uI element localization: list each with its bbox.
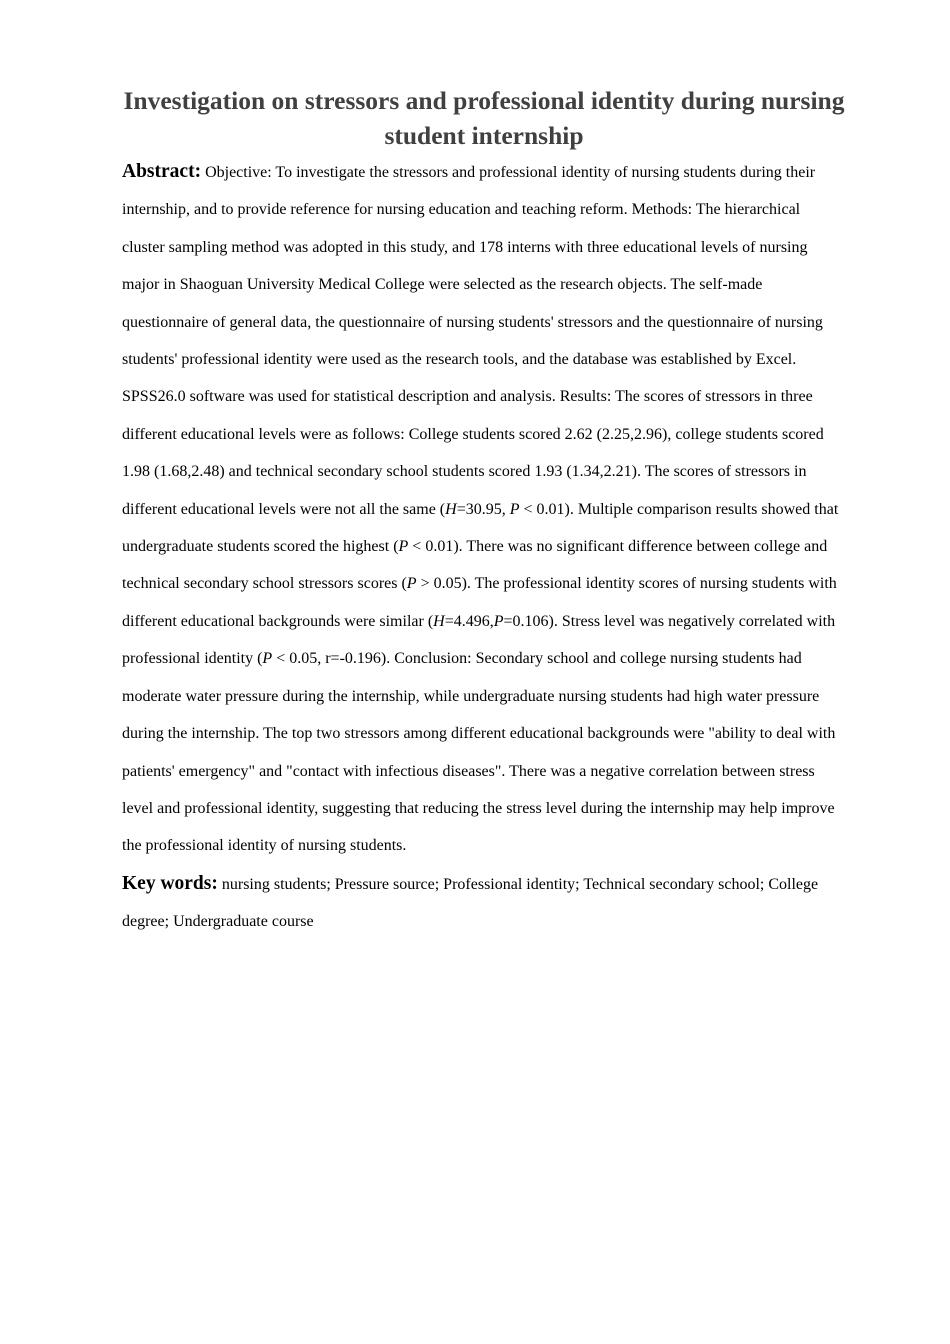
stat-symbol: P (398, 538, 409, 556)
abstract-paragraph (122, 153, 846, 865)
stat-symbol: H (433, 612, 445, 630)
paper-title: Investigation on stressors and professional identity during nursing student internship (123, 86, 845, 150)
keywords-label: Key words: (122, 872, 218, 894)
abstract-text: =0.106). Stress level was negatively correlated with professional identity ( (122, 612, 836, 668)
abstract-label: Abstract: (122, 161, 202, 182)
stat-symbol: P (406, 575, 417, 593)
stat-symbol: P (493, 612, 504, 630)
stat-symbol: P (509, 500, 520, 518)
abstract-text: < 0.05, r=-0.196). Conclusion: Secondary school and college nursing students had moderate water pressure during the internship, while undergraduate nursing students had high water pressure during the internship. The top two stressors among different educational backgrounds were "ability to deal with patients' emergency" and "contact with infectious diseases". There was a negative correlation between stress level and professional identity, suggesting that reducing the stress level during the internship may help improve the professional identity of nursing students. (122, 650, 836, 855)
paper-page (122, 83, 846, 941)
abstract-text: < 0.01). There was no significant difference between college and technical secondary school stressors scores ( (122, 538, 828, 593)
keywords-paragraph (122, 865, 846, 941)
stat-symbol: H (445, 500, 457, 518)
abstract-text: =4.496, (444, 612, 494, 630)
keywords-text: nursing students; Pressure source; Professional identity; Technical secondary school; College degree; Undergraduate course (122, 875, 819, 931)
abstract-text: < 0.01). Multiple comparison results showed that undergraduate students scored the highest ( (122, 500, 839, 556)
stat-symbol: P (262, 650, 273, 668)
abstract-text: > 0.05). The professional identity scores of nursing students with different educational backgrounds were similar ( (122, 575, 837, 630)
abstract-text: Objective: To investigate the stressors and professional identity of nursing students during their internship, and to provide reference for nursing education and teaching reform. Methods: The hierarchical cluster sampling method was adopted in this study, and 178 interns with three educational levels of nursing major in Shaoguan University Medical College were selected as the research objects. The self-made questionnaire of general data, the questionnaire of nursing students' stressors and the questionnaire of nursing students' professional identity were used as the research tools, and the database was established by Excel. SPSS26.0 software was used for statistical description and analysis. Results: The scores of stressors in three different educational levels were as follows: College students scored 2.62 (2.25,2.96), college students scored 1.98 (1.68,2.48) and technical secondary school students scored 1.93 (1.34,2.21). The scores of stressors in different educational levels were not all the same ( (122, 164, 824, 518)
abstract-text: =30.95, (456, 500, 510, 518)
